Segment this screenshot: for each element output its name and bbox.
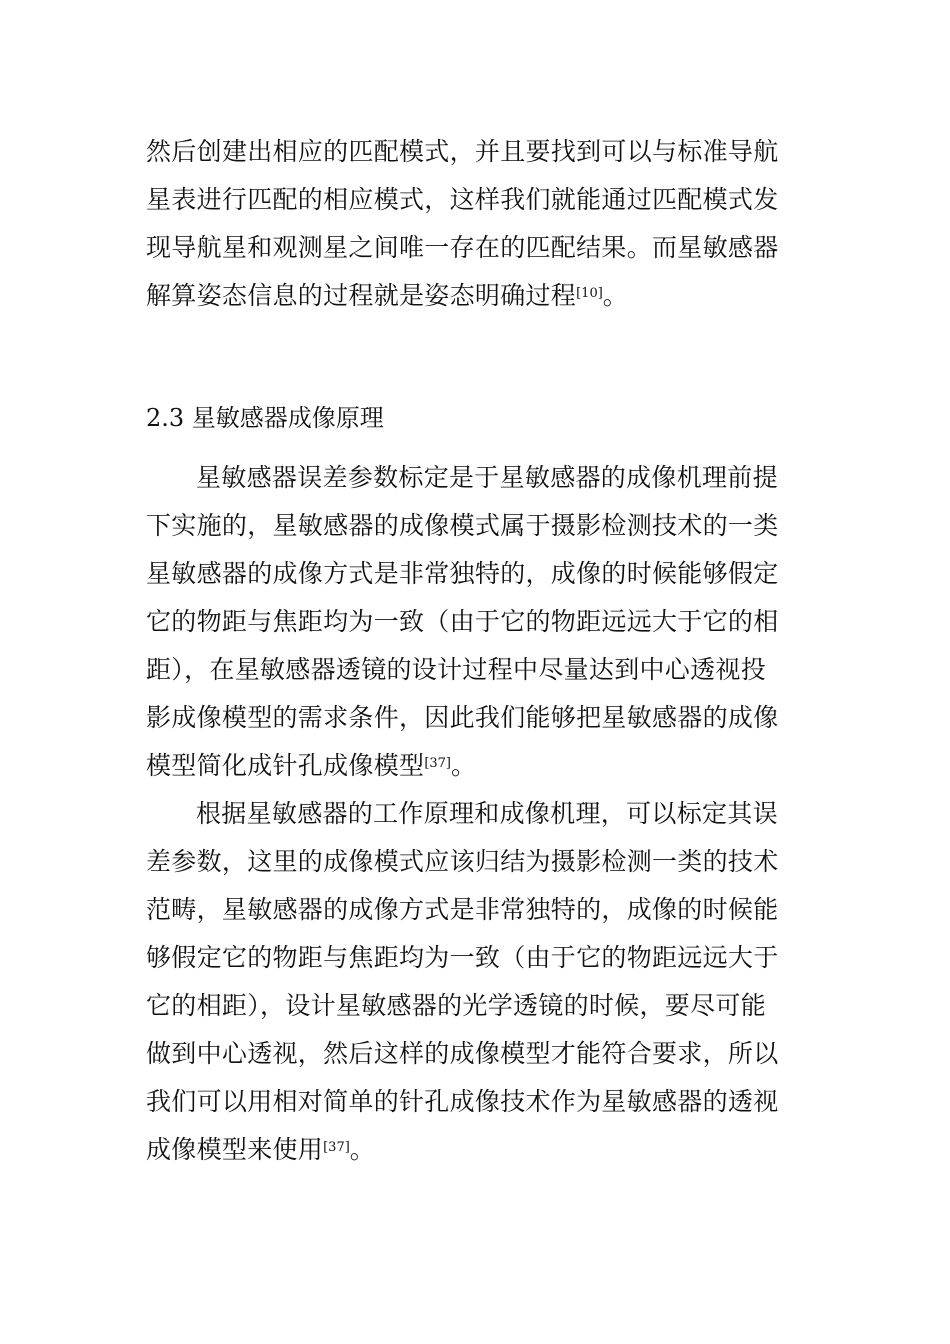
text-line: 够假定它的物距与焦距均为一致（由于它的物距远远大于 — [146, 943, 779, 972]
text-line-first: 星敏感器误差参数标定是于星敏感器的成像机理前提 — [196, 463, 778, 492]
citation: [10] — [576, 286, 603, 301]
text-line: 它的相距），设计星敏感器的光学透镜的时候，要尽可能 — [146, 991, 767, 1020]
text-line: 距），在星敏感器透镜的设计过程中尽量达到中心透视投 — [146, 655, 767, 684]
line-text: 成像模型来使用 — [146, 1135, 324, 1164]
text-line: 星敏感器的成像方式是非常独特的，成像的时候能够假定 — [146, 559, 779, 588]
text-line-last — [146, 1126, 806, 1174]
text-line: 然后创建出相应的匹配模式，并且要找到可以与标准导航 — [146, 137, 779, 166]
text-line: 它的物距与焦距均为一致（由于它的物距远远大于它的相 — [146, 607, 779, 636]
line-text: 解算姿态信息的过程就是姿态明确过程 — [146, 281, 577, 310]
end-mark: 。 — [349, 1135, 376, 1164]
end-mark: 。 — [602, 281, 629, 310]
text-line: 我们可以用相对简单的针孔成像技术作为星敏感器的透视 — [146, 1087, 779, 1116]
text-line: 范畴，星敏感器的成像方式是非常独特的，成像的时候能 — [146, 895, 779, 924]
end-mark: 。 — [451, 751, 477, 780]
text-line-last — [146, 742, 806, 790]
paragraph-2 — [146, 790, 806, 1174]
paragraph-1 — [146, 454, 806, 790]
text-line: 做到中心透视，然后这样的成像模型才能符合要求，所以 — [146, 1039, 779, 1068]
line-text: 模型简化成针孔成像模型 — [146, 751, 425, 780]
spacer — [146, 320, 806, 394]
citation: [37] — [424, 756, 451, 771]
document-page — [146, 128, 806, 1174]
citation: [37] — [323, 1140, 350, 1155]
section-heading: 2.3 星敏感器成像原理 — [146, 404, 384, 432]
text-line-first: 根据星敏感器的工作原理和成像机理，可以标定其误 — [196, 799, 778, 828]
text-line: 下实施的，星敏感器的成像模式属于摄影检测技术的一类 — [146, 511, 779, 540]
text-line: 现导航星和观测星之间唯一存在的匹配结果。而星敏感器 — [146, 233, 779, 262]
intro-paragraph — [146, 128, 806, 320]
text-line: 影成像模型的需求条件，因此我们能够把星敏感器的成像 — [146, 703, 779, 732]
spacer — [146, 442, 806, 454]
text-line: 星表进行匹配的相应模式，这样我们就能通过匹配模式发 — [146, 185, 779, 214]
text-line: 差参数，这里的成像模式应该归结为摄影检测一类的技术 — [146, 847, 779, 876]
text-line-last — [146, 272, 806, 320]
